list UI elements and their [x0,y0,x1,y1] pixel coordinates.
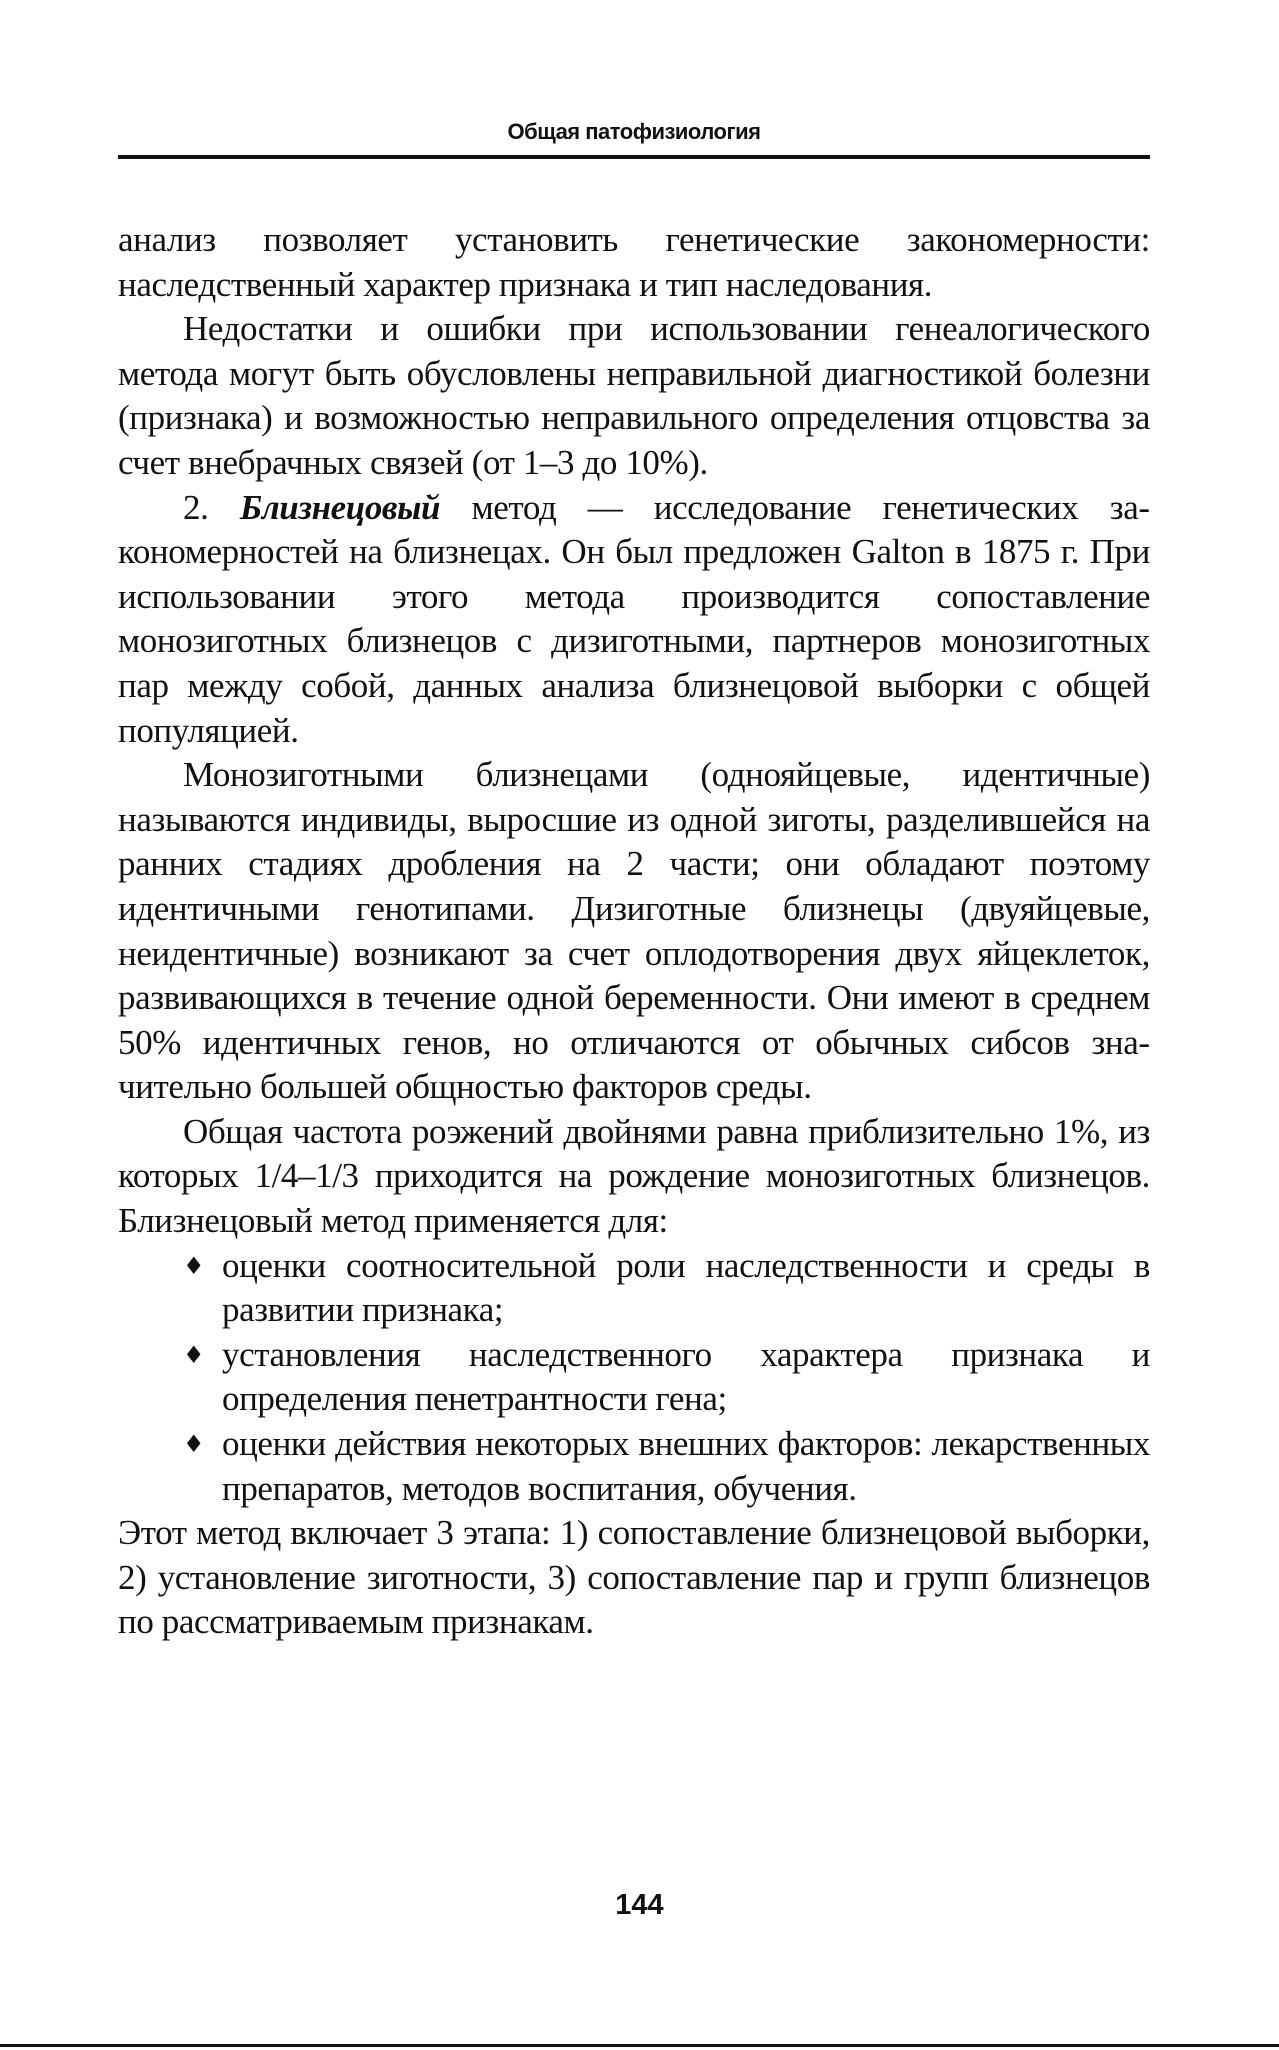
running-head-title: Общая патофизиология [507,119,761,144]
list-item [118,1333,1150,1422]
term-twin-method: Близнецовый [239,487,441,527]
paragraph-1: анализ позволяет установить генетические закономерности: наследственный характер признака и тип наследования. [118,220,1150,304]
running-head [118,119,1150,159]
diamond-bullet-icon: ♦ [183,1251,205,1280]
page-number: 144 [615,1889,664,1921]
body-text [118,218,1150,1645]
paragraph-6: Этот метод включает 3 этапа: 1) сопоставление близнецовой выборки, 2) установление зиготности, 3) сопоставление пар и групп близнецов по рассматриваемым признакам. [118,1513,1150,1642]
list-item [118,1244,1150,1333]
bottom-edge-rule [0,2044,1279,2047]
paragraph-3-text: метод — исследование генетических закономерностей на близнецах. Он был предложен Galton в 1875 г. При использовании этого метода производится сопоставление монозиготных близнецов с дизиготными, партнеров монозиготных пар между собой, данных анализа близнецовой выборки с общей популяцией. [118,487,1150,750]
paragraph-5: Общая частота роэжений двойнями равна приблизительно 1%, из которых 1/4–1/3 приходится на рождение монозиготных близнецов. Близнецовый метод применяется для: [118,1111,1150,1241]
paragraph-3-prefix: 2. [183,487,240,527]
paragraph-3 [118,486,1150,754]
bullet-list [118,1244,1150,1512]
list-item [118,1422,1150,1511]
paragraph-4: Монозиготными близнецами (однояйцевые, идентичные) называются индивиды, выросшие из одной зиготы, разделившейся на ранних стадиях дробления на 2 части; они обладают поэтому идентичными генотипами. Дизиготные близнецы (двуяйцевые, неидентичные) возникают за счет оплодотворения двух яйцеклеток, развивающихся в течение одной беременности. Они имеют в среднем 50% идентичных генов, но отличаются от обычных сибсов значительно большей общностью факторов среды. [118,755,1150,1107]
paragraph-2: Недостатки и ошибки при использовании генеалогического метода могут быть обусловлены неправильной диагностикой болезни (признака) и возможностью неправильного определения отцовства за счет внебрачных связей (от 1–3 до 10%). [118,309,1150,482]
diamond-bullet-icon: ♦ [183,1430,205,1459]
diamond-bullet-icon: ♦ [183,1340,205,1369]
list-item-text: установления наследственного характера признака и определения пенетрантности гена; [222,1334,1150,1419]
header-rule [118,155,1150,159]
list-item-text: оценки соотносительной роли наследственности и среды в развитии признака; [222,1245,1150,1330]
list-item-text: оценки действия некоторых внешних факторов: лекарственных препаратов, методов воспитания, обучения. [222,1424,1150,1508]
